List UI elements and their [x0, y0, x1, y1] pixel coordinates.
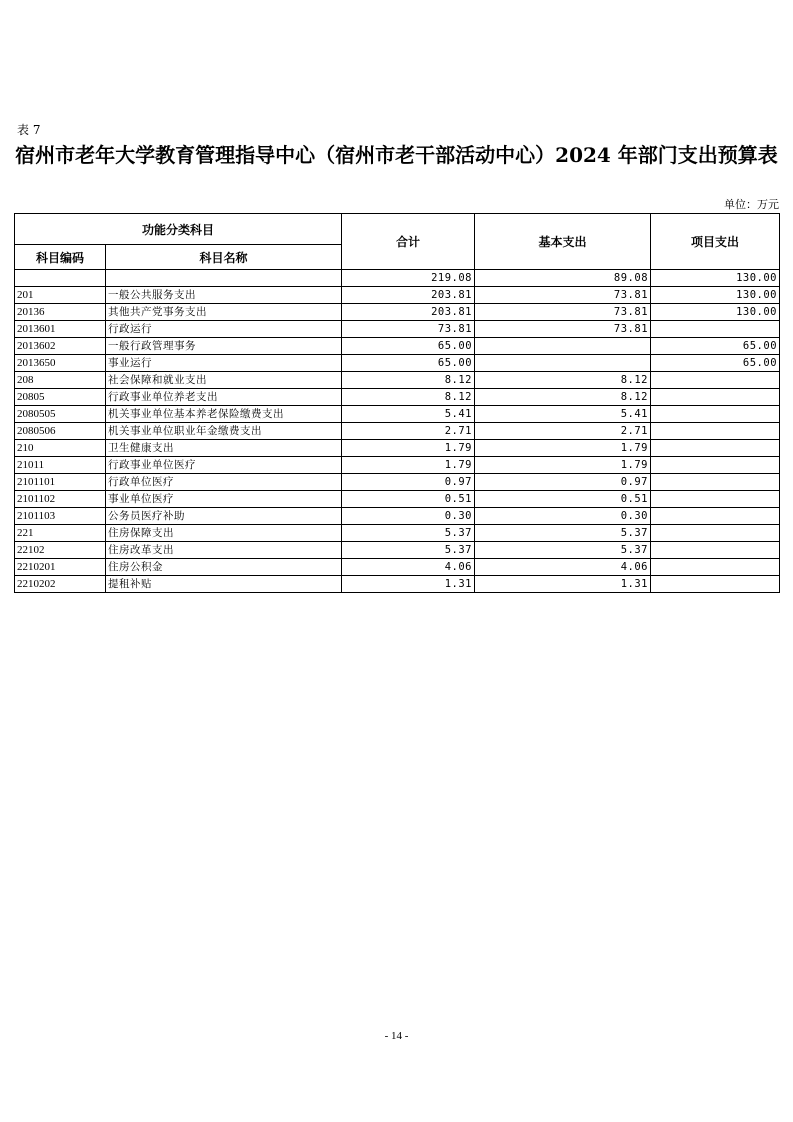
row-code: 2013601 [15, 321, 106, 338]
table-row [15, 423, 780, 440]
header-row [15, 214, 780, 245]
table-row [15, 304, 780, 321]
row-project [651, 372, 780, 389]
row-code: 20805 [15, 389, 106, 406]
row-total: 8.12 [342, 372, 475, 389]
row-total: 0.30 [342, 508, 475, 525]
row-name: 提租补贴 [106, 576, 342, 593]
row-project: 130.00 [651, 304, 780, 321]
row-project: 65.00 [651, 355, 780, 372]
row-code: 20136 [15, 304, 106, 321]
row-project [651, 389, 780, 406]
row-name: 住房公积金 [106, 559, 342, 576]
row-name [106, 270, 342, 287]
row-total: 5.37 [342, 542, 475, 559]
page-number: - 14 - [384, 1030, 409, 1042]
row-basic: 1.79 [475, 457, 651, 474]
row-project [651, 474, 780, 491]
table-row [15, 559, 780, 576]
row-code: 210 [15, 440, 106, 457]
row-name: 事业单位医疗 [106, 491, 342, 508]
row-name: 一般行政管理事务 [106, 338, 342, 355]
row-name: 公务员医疗补助 [106, 508, 342, 525]
row-total: 0.97 [342, 474, 475, 491]
row-total: 65.00 [342, 355, 475, 372]
row-name: 其他共产党事务支出 [106, 304, 342, 321]
header-code: 科目编码 [15, 245, 106, 270]
row-name: 住房改革支出 [106, 542, 342, 559]
row-code: 2013602 [15, 338, 106, 355]
row-basic: 73.81 [475, 321, 651, 338]
row-project [651, 406, 780, 423]
row-project [651, 525, 780, 542]
row-code: 2210201 [15, 559, 106, 576]
row-basic: 1.79 [475, 440, 651, 457]
table-row [15, 406, 780, 423]
row-project [651, 440, 780, 457]
table-row [15, 457, 780, 474]
row-basic: 2.71 [475, 423, 651, 440]
row-project [651, 423, 780, 440]
header-total: 合计 [342, 214, 475, 270]
table-row [15, 355, 780, 372]
row-project [651, 508, 780, 525]
row-total: 73.81 [342, 321, 475, 338]
row-name: 行政事业单位医疗 [106, 457, 342, 474]
row-code: 2101103 [15, 508, 106, 525]
row-basic: 5.41 [475, 406, 651, 423]
row-code: 2210202 [15, 576, 106, 593]
header-basic: 基本支出 [475, 214, 651, 270]
row-code: 2080506 [15, 423, 106, 440]
table-row [15, 491, 780, 508]
row-total: 1.79 [342, 440, 475, 457]
unit-label: 单位：万元 [724, 198, 779, 211]
row-project [651, 491, 780, 508]
row-code: 2101102 [15, 491, 106, 508]
header-project: 项目支出 [651, 214, 780, 270]
row-name: 行政事业单位养老支出 [106, 389, 342, 406]
row-code [15, 270, 106, 287]
row-name: 社会保障和就业支出 [106, 372, 342, 389]
table-row [15, 372, 780, 389]
table-row [15, 440, 780, 457]
row-basic: 0.51 [475, 491, 651, 508]
row-total: 0.51 [342, 491, 475, 508]
row-code: 221 [15, 525, 106, 542]
row-name: 行政单位医疗 [106, 474, 342, 491]
row-basic: 0.30 [475, 508, 651, 525]
row-basic: 89.08 [475, 270, 651, 287]
table-row [15, 270, 780, 287]
table-row [15, 389, 780, 406]
row-name: 卫生健康支出 [106, 440, 342, 457]
row-total: 5.41 [342, 406, 475, 423]
row-code: 208 [15, 372, 106, 389]
row-basic: 1.31 [475, 576, 651, 593]
table-row [15, 542, 780, 559]
row-total: 1.31 [342, 576, 475, 593]
header-function-group: 功能分类科目 [15, 214, 342, 245]
budget-table [14, 213, 780, 593]
table-row [15, 576, 780, 593]
row-total: 219.08 [342, 270, 475, 287]
row-code: 2013650 [15, 355, 106, 372]
row-total: 203.81 [342, 304, 475, 321]
row-name: 机关事业单位职业年金缴费支出 [106, 423, 342, 440]
row-code: 2101101 [15, 474, 106, 491]
row-total: 1.79 [342, 457, 475, 474]
row-project [651, 559, 780, 576]
row-total: 2.71 [342, 423, 475, 440]
row-total: 4.06 [342, 559, 475, 576]
row-total: 203.81 [342, 287, 475, 304]
header-name: 科目名称 [106, 245, 342, 270]
row-code: 2080505 [15, 406, 106, 423]
table-label: 表 7 [17, 123, 41, 137]
table-row [15, 321, 780, 338]
row-project [651, 457, 780, 474]
page-title: 宿州市老年大学教育管理指导中心（宿州市老干部活动中心）2024 年部门支出预算表 [15, 143, 778, 167]
row-basic: 73.81 [475, 304, 651, 321]
row-basic: 8.12 [475, 372, 651, 389]
table-row [15, 508, 780, 525]
row-project: 130.00 [651, 270, 780, 287]
row-project [651, 542, 780, 559]
table-row [15, 474, 780, 491]
row-basic: 5.37 [475, 542, 651, 559]
row-project [651, 321, 780, 338]
row-code: 21011 [15, 457, 106, 474]
row-code: 201 [15, 287, 106, 304]
row-basic [475, 338, 651, 355]
row-project: 65.00 [651, 338, 780, 355]
row-name: 机关事业单位基本养老保险缴费支出 [106, 406, 342, 423]
row-basic: 8.12 [475, 389, 651, 406]
row-code: 22102 [15, 542, 106, 559]
row-total: 8.12 [342, 389, 475, 406]
table-row [15, 525, 780, 542]
row-basic [475, 355, 651, 372]
row-project: 130.00 [651, 287, 780, 304]
row-basic: 73.81 [475, 287, 651, 304]
row-name: 事业运行 [106, 355, 342, 372]
row-name: 住房保障支出 [106, 525, 342, 542]
row-project [651, 576, 780, 593]
row-name: 行政运行 [106, 321, 342, 338]
row-name: 一般公共服务支出 [106, 287, 342, 304]
row-basic: 5.37 [475, 525, 651, 542]
table-row [15, 338, 780, 355]
row-total: 65.00 [342, 338, 475, 355]
row-basic: 0.97 [475, 474, 651, 491]
row-basic: 4.06 [475, 559, 651, 576]
table-row [15, 287, 780, 304]
row-total: 5.37 [342, 525, 475, 542]
